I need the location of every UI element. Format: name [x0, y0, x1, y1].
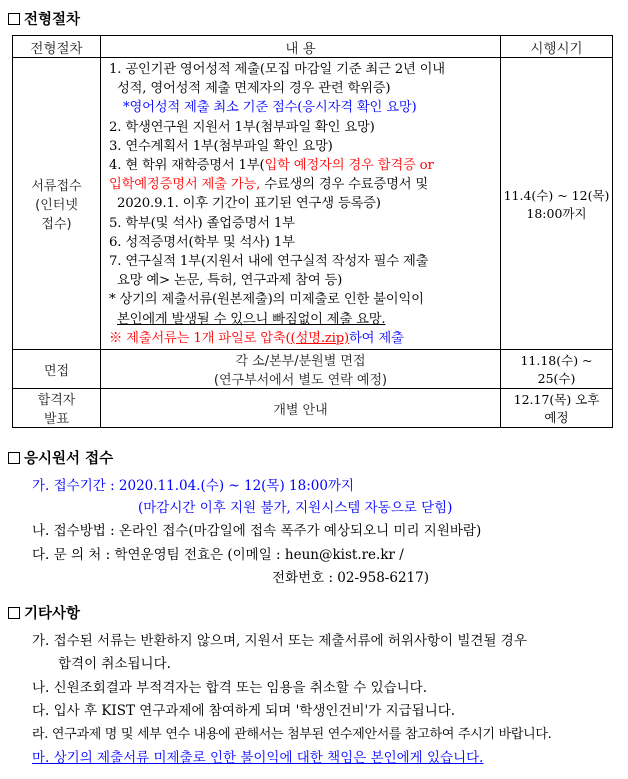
stage-documents: 서류접수 (인터넷 접수)	[13, 58, 101, 350]
table-row-result	[13, 389, 613, 428]
checkbox-square-icon	[8, 607, 20, 619]
header-content: 내 용	[101, 36, 501, 58]
table-row-interview	[13, 350, 613, 389]
header-stage: 전형절차	[13, 36, 101, 58]
stage-result: 합격자 발표	[13, 389, 101, 428]
section-title-application: 응시원서 접수	[8, 447, 113, 468]
application-period-note: (마감시간 이후 지원 불가, 지원시스템 자동으로 닫힘)	[138, 500, 453, 516]
interview-content: 각 소/본부/분원별 면접 (연구부서에서 별도 연락 예정)	[101, 350, 501, 389]
section-title-procedure: 전형절차	[8, 8, 80, 29]
section-title-other: 기타사항	[8, 602, 80, 623]
period-documents: 11.4(수) ~ 12(목) 18:00까지	[501, 58, 613, 350]
result-content: 개별 안내	[101, 389, 501, 428]
other-item-a: 가. 접수된 서류는 반환하지 않으며, 지원서 또는 제출서류에 허위사항이 빌견될 경우	[32, 633, 527, 649]
documents-content: 1. 공인기관 영어성적 제출(모집 마감일 기준 최근 2년 이내 성적, 영어성적 제출 면제자의 경우 관련 학위증) *영어성적 제출 최소 기준 점수(응시자격 확인 요망) 2. 학생연구원 지원서 1부(첨부파일 확인 요망) 3. 연수계획서 1부(첨부파일 확인 요망) 4. 현 학위 재학증명서 1부(입학 예정자의 경우 합격증 or 입학예정증명서 제출 가능, 수료생의 경우 수료증명서 및 2020.9.1. 이후 기간이 표기된 연구생 등록증) 5. 학부(및 석사) 졸업증명서 1부 6. 성적증명서(학부 및 석사) 1부 7. 연구실적 1부(지원서 내에 연구실적 작성자 필수 제출 요망 예> 논문, 특허, 연구과제 참여 등) * 상기의 제출서류(원본제출)의 미제출로 인한 불이익이 본인에게 발생될 수 있으니 빠짐없이 제출 요망. ※ 제출서류는 1개 파일로 압축((성명.zip)하여 제출	[101, 58, 501, 350]
other-item-d: 라. 연구과제 명 및 세부 연수 내용에 관해서는 첨부된 연수제안서를 참고하여 주시기 바랍니다.	[32, 727, 552, 742]
other-item-c: 다. 입사 후 KIST 연구과제에 참여하게 되며 '학생인건비'가 지급됩니다.	[32, 703, 456, 719]
table-header-row	[13, 36, 613, 58]
application-period: 가. 접수기간 : 2020.11.04.(수) ~ 12(목) 18:00까지	[32, 478, 355, 494]
other-item-e: 마. 상기의 제출서류 미제출로 인한 불이익에 대한 책임은 본인에게 있습니다.	[32, 750, 484, 766]
application-method: 나. 접수방법 : 온라인 접수(마감일에 접속 폭주가 예상되오니 미리 지원바람)	[32, 523, 482, 539]
checkbox-square-icon	[8, 13, 20, 25]
stage-interview: 면접	[13, 350, 101, 389]
procedure-table	[12, 35, 613, 428]
application-phone: 전화번호 : 02-958-6217)	[272, 570, 429, 586]
checkbox-square-icon	[8, 452, 20, 464]
period-interview: 11.18(수) ~ 25(수)	[501, 350, 613, 389]
table-row-documents	[13, 58, 613, 350]
other-item-a-cont: 합격이 취소됩니다.	[58, 656, 171, 672]
header-period: 시행시기	[501, 36, 613, 58]
other-item-b: 나. 신원조회결과 부적격자는 합격 또는 임용을 취소할 수 있습니다.	[32, 680, 428, 696]
period-result: 12.17(목) 오후 예정	[501, 389, 613, 428]
application-contact: 다. 문 의 처 : 학연운영팀 전효은 (이메일 : heun@kist.re.kr /	[32, 547, 404, 563]
